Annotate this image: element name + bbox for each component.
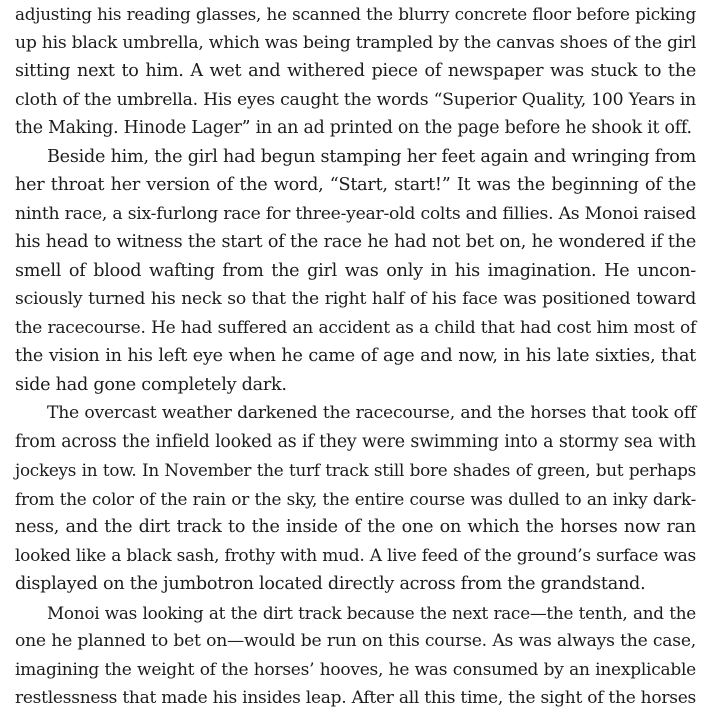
text-line: his head to witness the start of the race he had not bet on, he wondered if the — [15, 232, 696, 252]
text-line: the racecourse. He had suffered an accident as a child that had cost him most of — [15, 317, 696, 338]
paragraph-start-line: Monoi was looking at the dirt track because the next race—the tenth, and the — [47, 602, 696, 623]
text-line: ninth race, a six-furlong race for three-year-old colts and fillies. As Monoi raised — [15, 203, 696, 224]
paragraph-end-line: the Making. Hinode Lager” in an ad printed on the page before he shook it off. — [15, 118, 692, 138]
paragraph-end-line: side had gone completely dark. — [15, 374, 287, 395]
text-line: restlessness that made his insides leap. After all this time, the sight of the horses — [15, 688, 696, 708]
text-line: imagining the weight of the horses’ hooves, he was consumed by an inexplicable — [15, 659, 696, 680]
text-line: sciously turned his neck so that the right half of his face was positioned toward — [15, 289, 696, 309]
text-line: from the color of the rain or the sky, the entire course was dulled to an inky dark- — [15, 488, 696, 509]
paragraph-start-line: Beside him, the girl had begun stamping her feet again and wringing from — [47, 146, 696, 167]
text-line: looked like a black sash, frothy with mud. A live feed of the ground’s surface was — [15, 545, 696, 566]
text-line: her throat her version of the word, “Start, start!” It was the beginning of the — [15, 175, 696, 195]
text-line: cloth of the umbrella. His eyes caught the words “Superior Quality, 100 Years in — [15, 89, 696, 110]
text-line: smell of blood wafting from the girl was only in his imagination. He uncon- — [15, 260, 696, 281]
text-line: the vision in his left eye when he came of age and now, in his late sixties, that — [15, 346, 696, 366]
paragraph-start-line: The overcast weather darkened the racecourse, and the horses that took off — [47, 403, 696, 423]
paragraph-end-line: displayed on the jumbotron located directly across from the grandstand. — [15, 574, 646, 594]
text-line: one he planned to bet on—would be run on this course. As was always the case, — [15, 631, 696, 651]
text-line: jockeys in tow. In November the turf track still bore shades of green, but perhaps — [15, 460, 696, 480]
text-line: ness, and the dirt track to the inside of the one on which the horses now ran — [15, 517, 696, 537]
text-line: from across the infield looked as if they were swimming into a stormy sea with — [15, 431, 696, 452]
text-line: adjusting his reading glasses, he scanned the blurry concrete floor before picking — [15, 4, 696, 24]
text-line: up his black umbrella, which was being trampled by the canvas shoes of the girl — [15, 32, 697, 53]
text-line: sitting next to him. A wet and withered piece of newspaper was stuck to the — [15, 61, 696, 81]
